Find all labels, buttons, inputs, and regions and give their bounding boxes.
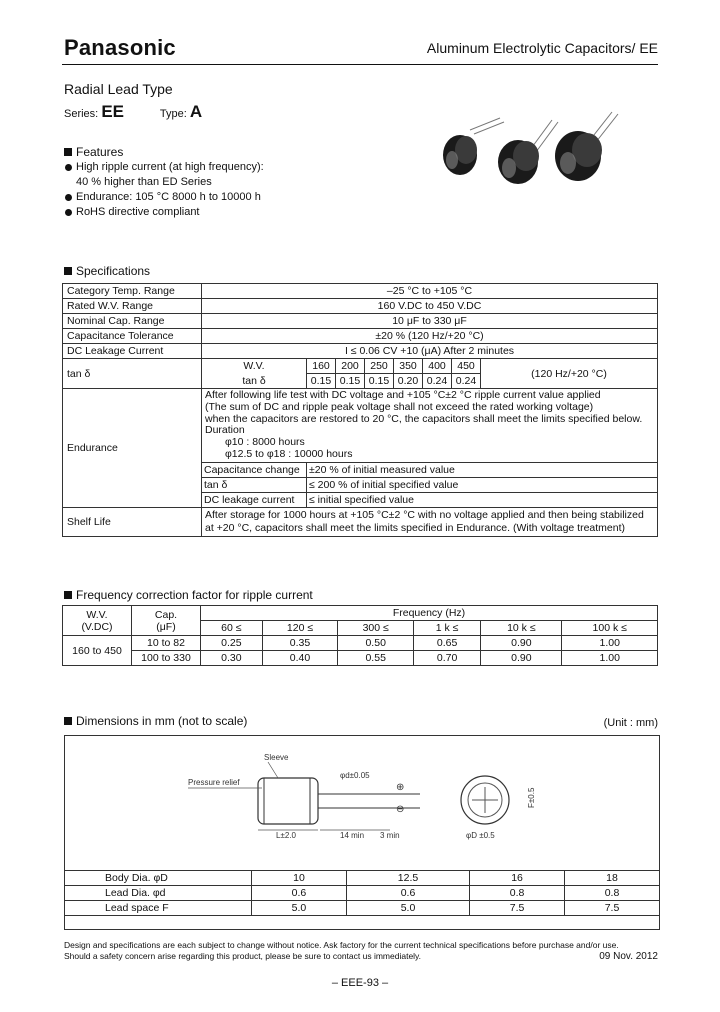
table-row: [63, 507, 658, 536]
unit-label: (Unit : mm): [603, 717, 658, 729]
endurance-line: Duration: [205, 424, 245, 437]
table-row: [63, 651, 658, 666]
endurance-text: [202, 389, 658, 463]
shelf-life-text: [202, 507, 658, 536]
table-row: [65, 886, 660, 901]
feature-item: 40 % higher than ED Series: [76, 176, 212, 188]
endurance-item-value: ±20 % of initial measured value: [307, 462, 658, 477]
dimension-cell: 0.8: [565, 886, 660, 901]
factor-cell: 0.25: [201, 636, 263, 651]
cap-range: 10 to 82: [132, 636, 201, 651]
spec-label: Endurance: [63, 389, 202, 508]
table-row: [63, 359, 658, 374]
capacitor-body-outline: [258, 778, 318, 824]
factor-cell: 0.55: [338, 651, 414, 666]
tan-d-cell: 0.15: [365, 374, 394, 389]
factor-cell: 0.65: [414, 636, 481, 651]
spec-value: 160 V.DC to 450 V.DC: [202, 299, 658, 314]
lead-length-label: 14 min: [340, 831, 365, 840]
dimension-cell: 16: [470, 871, 565, 886]
tan-wv-label: W.V.: [202, 359, 307, 374]
spec-value: 10 μF to 330 μF: [202, 314, 658, 329]
dimension-cell: 10: [252, 871, 347, 886]
dimension-cell: 7.5: [565, 901, 660, 916]
features-heading: Features: [64, 145, 123, 159]
specifications-table: [62, 283, 658, 537]
dimensions-table: [64, 870, 660, 916]
spec-label: Category Temp. Range: [63, 284, 202, 299]
endurance-item-value: ≤ initial specified value: [307, 492, 658, 507]
dimension-cell: 0.8: [470, 886, 565, 901]
endurance-item-label: DC leakage current: [202, 492, 307, 507]
wv-range: 160 to 450: [63, 636, 132, 666]
cap-header-label: Cap.: [154, 608, 178, 621]
endurance-item-value: ≤ 200 % of initial specified value: [307, 477, 658, 492]
cap-header-unit: (μF): [156, 620, 176, 633]
table-row: [65, 901, 660, 916]
table-row: [63, 299, 658, 314]
table-row: [63, 389, 658, 463]
endurance-line: After following life test with DC voltage and +105 °C±2 °C ripple current value applied: [205, 389, 601, 401]
shelf-line: After storage for 1000 hours at +105 °C±2 °C with no voltage applied and then being stabilized: [205, 508, 644, 521]
tan-wv-cell: 160: [307, 359, 336, 374]
leader-line: [268, 762, 278, 778]
frequency-cell: 10 k ≤: [481, 621, 562, 636]
factor-cell: 0.90: [481, 636, 562, 651]
dimensions-heading: Dimensions in mm (not to scale): [64, 714, 247, 728]
table-row: [63, 344, 658, 359]
plus-icon: ⊕: [396, 782, 405, 793]
capacitor-icon: [498, 120, 558, 184]
tan-d-cell: 0.15: [307, 374, 336, 389]
factor-cell: 0.40: [262, 651, 338, 666]
table-row: [63, 636, 658, 651]
tan-d-cell: 0.24: [423, 374, 452, 389]
dimension-drawing: [180, 750, 560, 860]
spec-value: –25 °C to +105 °C: [202, 284, 658, 299]
spec-label: tan δ: [63, 359, 202, 389]
spec-value: I ≤ 0.06 CV +10 (μA) After 2 minutes: [202, 344, 658, 359]
dimension-cell: 5.0: [252, 901, 347, 916]
lead-dia-label: φd±0.05: [340, 771, 370, 780]
series-type-line: [64, 102, 202, 122]
capacitor-photos: [430, 110, 630, 190]
factor-cell: 0.50: [338, 636, 414, 651]
cap-header: [132, 606, 201, 636]
factor-cell: 1.00: [562, 651, 658, 666]
factor-cell: 1.00: [562, 636, 658, 651]
feature-item: RoHS directive compliant: [64, 205, 264, 220]
frequency-cell: 60 ≤: [201, 621, 263, 636]
frequency-cell: 120 ≤: [262, 621, 338, 636]
table-row: [63, 606, 658, 621]
endurance-line: φ10 : 8000 hours: [225, 436, 305, 449]
factor-cell: 0.90: [481, 651, 562, 666]
factor-cell: 0.30: [201, 651, 263, 666]
endurance-line: (The sum of DC and ripple peak voltage shall not exceed the rated working voltage): [205, 400, 594, 413]
type-label: Type:: [159, 108, 187, 120]
frequency-cell: 300 ≤: [338, 621, 414, 636]
series-value: EE: [101, 102, 124, 121]
table-row: [65, 871, 660, 886]
dimension-cell: 18: [565, 871, 660, 886]
dimension-cell: 5.0: [346, 901, 469, 916]
spec-label: Capacitance Tolerance: [63, 329, 202, 344]
page-subtitle: Radial Lead Type: [64, 81, 173, 97]
feature-item: High ripple current (at high frequency):: [64, 160, 264, 175]
tan-wv-cell: 350: [394, 359, 423, 374]
length-label: L±2.0: [276, 831, 296, 840]
spec-label: Rated W.V. Range: [63, 299, 202, 314]
lead-space-label: F±0.5: [527, 787, 536, 808]
spec-value: ±20 % (120 Hz/+20 °C): [202, 329, 658, 344]
tan-d-cell: 0.24: [452, 374, 481, 389]
dimension-cell: 12.5: [346, 871, 469, 886]
endurance-line: φ12.5 to φ18 : 10000 hours: [225, 447, 353, 460]
sleeve-label: Sleeve: [264, 753, 289, 762]
cap-range: 100 to 330: [132, 651, 201, 666]
dimension-row-label: Lead space F: [65, 901, 252, 916]
factor-cell: 0.35: [262, 636, 338, 651]
wv-header: [63, 606, 132, 636]
document-title: Aluminum Electrolytic Capacitors/ EE: [426, 40, 658, 56]
endurance-line: when the capacitors are restored to 20 °C, the capacitors shall meet the limits specified below.: [205, 412, 643, 425]
dimension-row-label: Body Dia. φD: [65, 871, 252, 886]
endurance-item-label: tan δ: [202, 477, 307, 492]
specifications-heading: Specifications: [64, 264, 150, 278]
table-row: [63, 314, 658, 329]
feature-item: Endurance: 105 °C 8000 h to 10000 h: [64, 190, 264, 205]
tan-wv-cell: 400: [423, 359, 452, 374]
type-value: A: [189, 102, 203, 121]
header-rule: [62, 64, 658, 65]
features-list: [64, 160, 264, 220]
dimension-cell: 7.5: [470, 901, 565, 916]
spec-label: DC Leakage Current: [63, 344, 202, 359]
wv-header-unit: (V.DC): [81, 620, 113, 633]
tan-wv-cell: 200: [336, 359, 365, 374]
table-row: [63, 329, 658, 344]
spec-label: Shelf Life: [63, 507, 202, 536]
frequency-cell: 100 k ≤: [562, 621, 658, 636]
tan-d-label: tan δ: [202, 374, 307, 389]
tan-d-cell: 0.15: [336, 374, 365, 389]
spec-label: Nominal Cap. Range: [63, 314, 202, 329]
shelf-line: at +20 °C, capacitors shall meet the limits specified in Endurance. (With voltage treatment): [205, 521, 626, 534]
brand-logo: Panasonic: [64, 35, 176, 60]
footer-note: Should a safety concern arise regarding this product, please be sure to contact us immediately.: [64, 951, 422, 961]
footer-note: Design and specifications are each subject to change without notice. Ask factory for the current technical specifications before purchase and/or use.: [64, 940, 619, 950]
table-row: [63, 284, 658, 299]
frequency-cell: 1 k ≤: [414, 621, 481, 636]
tan-condition: (120 Hz/+20 °C): [481, 359, 658, 389]
dimension-row-label: Lead Dia. φd: [65, 886, 252, 901]
capacitor-icon: [555, 112, 618, 181]
footer-notes: [64, 940, 619, 962]
dimension-cell: 0.6: [346, 886, 469, 901]
dimension-cell: 0.6: [252, 886, 347, 901]
lead-length-label-2: 3 min: [380, 831, 400, 840]
tan-wv-cell: 250: [365, 359, 394, 374]
factor-cell: 0.70: [414, 651, 481, 666]
frequency-header: Frequency (Hz): [201, 606, 658, 621]
wv-header-label: W.V.: [86, 608, 108, 621]
publish-date: 09 Nov. 2012: [599, 951, 658, 962]
page-number: – EEE-93 –: [331, 977, 389, 989]
pressure-relief-label: Pressure relief: [188, 778, 240, 787]
minus-icon: ⊖: [396, 804, 405, 815]
tan-d-cell: 0.20: [394, 374, 423, 389]
body-dia-label: φD ±0.5: [466, 831, 495, 840]
frequency-table: [62, 605, 658, 666]
capacitor-icon: [443, 118, 504, 175]
frequency-heading: Frequency correction factor for ripple current: [64, 588, 313, 602]
tan-wv-cell: 450: [452, 359, 481, 374]
endurance-item-label: Capacitance change: [202, 462, 307, 477]
series-label: Series:: [64, 108, 99, 120]
